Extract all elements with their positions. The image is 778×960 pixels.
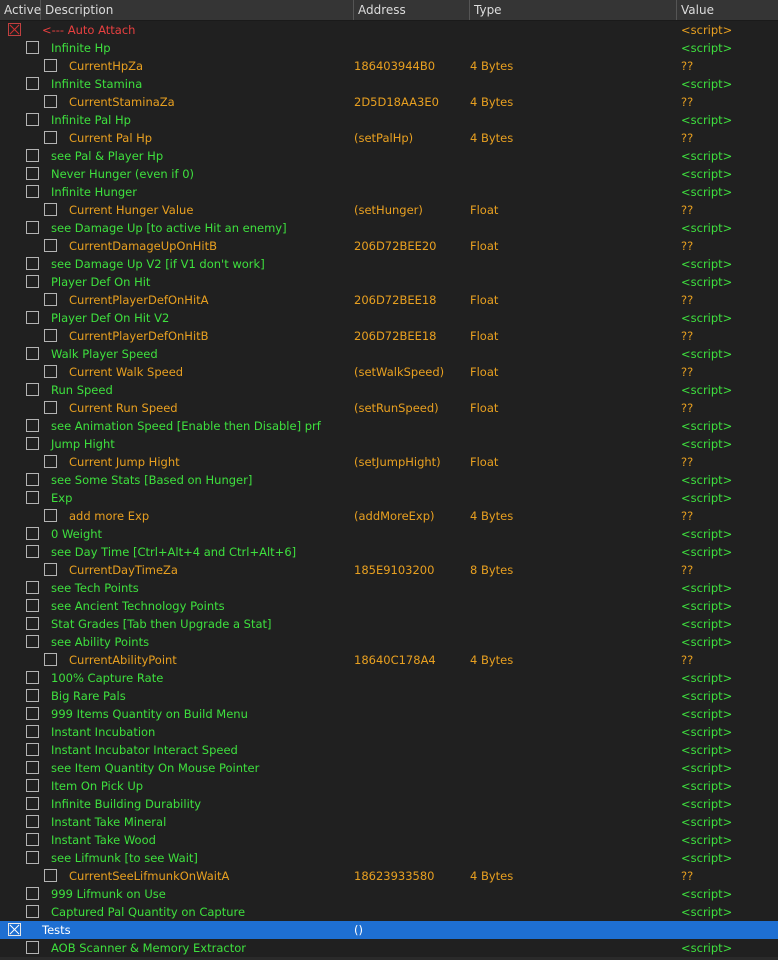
row-value: <script> xyxy=(681,779,733,793)
table-row-selected[interactable] xyxy=(0,921,778,939)
row-value: <script> xyxy=(681,311,733,325)
row-value: <script> xyxy=(681,887,733,901)
active-checkbox[interactable] xyxy=(26,545,39,558)
table-row[interactable] xyxy=(0,867,778,885)
row-address: (setJumpHight) xyxy=(354,455,441,469)
row-address: (setPalHp) xyxy=(354,131,414,145)
row-value: ?? xyxy=(681,329,694,343)
active-checkbox[interactable] xyxy=(26,797,39,810)
active-checkbox[interactable] xyxy=(26,167,39,180)
row-description: AOB Scanner & Memory Extractor xyxy=(51,941,246,955)
active-checkbox[interactable] xyxy=(26,113,39,126)
row-description: Infinite Pal Hp xyxy=(51,113,131,127)
row-description: Instant Take Wood xyxy=(51,833,156,847)
active-checkbox[interactable] xyxy=(26,473,39,486)
active-checkbox[interactable] xyxy=(26,599,39,612)
row-type: 4 Bytes xyxy=(470,59,514,73)
row-description: 999 Lifmunk on Use xyxy=(51,887,166,901)
row-address: 2D5D18AA3E0 xyxy=(354,95,439,109)
table-row[interactable] xyxy=(0,273,778,291)
active-checkbox[interactable] xyxy=(26,725,39,738)
row-value: <script> xyxy=(681,671,733,685)
table-row[interactable] xyxy=(0,543,778,561)
row-value: <script> xyxy=(681,437,733,451)
row-value: ?? xyxy=(681,239,694,253)
row-value: <script> xyxy=(681,527,733,541)
row-value: <script> xyxy=(681,905,733,919)
row-value: <script> xyxy=(681,23,733,37)
table-row[interactable] xyxy=(0,777,778,795)
row-description: CurrentStaminaZa xyxy=(69,95,175,109)
row-description: Never Hunger (even if 0) xyxy=(51,167,195,181)
table-row[interactable] xyxy=(0,345,778,363)
row-description: Stat Grades [Tab then Upgrade a Stat] xyxy=(51,617,272,631)
row-description: Current Pal Hp xyxy=(69,131,153,145)
active-checkbox[interactable] xyxy=(26,185,39,198)
row-value: ?? xyxy=(681,869,694,883)
active-checkbox[interactable] xyxy=(26,419,39,432)
row-value: <script> xyxy=(681,257,733,271)
active-checkbox[interactable] xyxy=(8,923,21,936)
active-checkbox[interactable] xyxy=(26,815,39,828)
row-value: <script> xyxy=(681,581,733,595)
table-row[interactable] xyxy=(0,417,778,435)
row-description: Current Hunger Value xyxy=(69,203,194,217)
row-description: CurrentDayTimeZa xyxy=(69,563,178,577)
row-address: 206D72BEE18 xyxy=(354,329,437,343)
table-row[interactable] xyxy=(0,525,778,543)
active-checkbox[interactable] xyxy=(26,887,39,900)
active-checkbox[interactable] xyxy=(26,581,39,594)
active-checkbox[interactable] xyxy=(26,149,39,162)
row-description: <--- Auto Attach xyxy=(42,23,136,37)
row-value: <script> xyxy=(681,491,733,505)
table-row[interactable] xyxy=(0,831,778,849)
table-row[interactable] xyxy=(0,93,778,111)
row-value: ?? xyxy=(681,131,694,145)
row-address: (setHunger) xyxy=(354,203,423,217)
row-address: (setWalkSpeed) xyxy=(354,365,445,379)
row-description: see Some Stats [Based on Hunger] xyxy=(51,473,253,487)
active-checkbox[interactable] xyxy=(44,95,57,108)
row-value: <script> xyxy=(681,167,733,181)
row-value: <script> xyxy=(681,941,733,955)
row-description: Current Jump Hight xyxy=(69,455,180,469)
row-description: see Tech Points xyxy=(51,581,139,595)
row-description: see Ability Points xyxy=(51,635,150,649)
table-row[interactable] xyxy=(0,471,778,489)
row-description: see Ancient Technology Points xyxy=(51,599,225,613)
row-address: (addMoreExp) xyxy=(354,509,435,523)
row-value: <script> xyxy=(681,635,733,649)
table-row[interactable] xyxy=(0,237,778,255)
active-checkbox[interactable] xyxy=(26,761,39,774)
active-checkbox[interactable] xyxy=(44,203,57,216)
row-value: <script> xyxy=(681,851,733,865)
table-row[interactable] xyxy=(0,435,778,453)
table-row[interactable] xyxy=(0,309,778,327)
row-description: see Lifmunk [to see Wait] xyxy=(51,851,198,865)
row-description: 999 Items Quantity on Build Menu xyxy=(51,707,248,721)
active-checkbox[interactable] xyxy=(26,689,39,702)
row-description: see Damage Up V2 [if V1 don't work] xyxy=(51,257,265,271)
table-row[interactable] xyxy=(0,705,778,723)
row-description: 0 Weight xyxy=(51,527,103,541)
row-value: ?? xyxy=(681,203,694,217)
row-type: Float xyxy=(470,239,499,253)
row-address: 18640C178A4 xyxy=(354,653,436,667)
active-checkbox[interactable] xyxy=(44,239,57,252)
row-address: 185E9103200 xyxy=(354,563,435,577)
row-description: add more Exp xyxy=(69,509,150,523)
row-description: CurrentPlayerDefOnHitA xyxy=(69,293,209,307)
row-value: ?? xyxy=(681,293,694,307)
row-value: <script> xyxy=(681,797,733,811)
row-type: 4 Bytes xyxy=(470,653,514,667)
table-row[interactable] xyxy=(0,633,778,651)
table-row[interactable] xyxy=(0,741,778,759)
active-checkbox[interactable] xyxy=(44,455,57,468)
active-checkbox[interactable] xyxy=(26,527,39,540)
row-description: Big Rare Pals xyxy=(51,689,126,703)
active-checkbox[interactable] xyxy=(44,329,57,342)
table-row[interactable] xyxy=(0,201,778,219)
active-checkbox[interactable] xyxy=(26,41,39,54)
row-description: Run Speed xyxy=(51,383,113,397)
row-value: <script> xyxy=(681,77,733,91)
row-description: Captured Pal Quantity on Capture xyxy=(51,905,246,919)
header-active[interactable]: Active xyxy=(0,0,41,20)
table-row[interactable] xyxy=(0,147,778,165)
row-value: <script> xyxy=(681,761,733,775)
active-checkbox[interactable] xyxy=(26,437,39,450)
row-description: see Damage Up [to active Hit an enemy] xyxy=(51,221,287,235)
row-value: <script> xyxy=(681,185,733,199)
table-row[interactable] xyxy=(0,615,778,633)
row-description: see Item Quantity On Mouse Pointer xyxy=(51,761,260,775)
row-address: (setRunSpeed) xyxy=(354,401,439,415)
active-checkbox[interactable] xyxy=(26,311,39,324)
row-value: <script> xyxy=(681,815,733,829)
row-description: CurrentDamageUpOnHitB xyxy=(69,239,218,253)
row-description: Instant Take Mineral xyxy=(51,815,167,829)
table-row[interactable] xyxy=(0,363,778,381)
active-checkbox[interactable] xyxy=(26,617,39,630)
row-value: <script> xyxy=(681,689,733,703)
row-description: Infinite Building Durability xyxy=(51,797,202,811)
row-value: ?? xyxy=(681,563,694,577)
table-row[interactable] xyxy=(0,759,778,777)
active-checkbox[interactable] xyxy=(44,869,57,882)
table-row[interactable] xyxy=(0,723,778,741)
row-value: <script> xyxy=(681,383,733,397)
row-value: <script> xyxy=(681,149,733,163)
table-row[interactable] xyxy=(0,507,778,525)
row-description: Walk Player Speed xyxy=(51,347,158,361)
table-row[interactable] xyxy=(0,255,778,273)
row-address: 206D72BEE20 xyxy=(354,239,437,253)
row-type: Float xyxy=(470,293,499,307)
table-row[interactable] xyxy=(0,165,778,183)
row-description: see Day Time [Ctrl+Alt+4 and Ctrl+Alt+6] xyxy=(51,545,297,559)
active-checkbox[interactable] xyxy=(44,563,57,576)
table-row[interactable] xyxy=(0,381,778,399)
table-row[interactable] xyxy=(0,669,778,687)
row-description: Player Def On Hit xyxy=(51,275,151,289)
row-value: <script> xyxy=(681,599,733,613)
cheat-table xyxy=(0,21,778,957)
active-checkbox[interactable] xyxy=(26,671,39,684)
active-checkbox[interactable] xyxy=(26,941,39,954)
table-row[interactable] xyxy=(0,849,778,867)
table-row[interactable] xyxy=(0,687,778,705)
active-checkbox[interactable] xyxy=(26,833,39,846)
row-value: <script> xyxy=(681,617,733,631)
row-value: <script> xyxy=(681,743,733,757)
row-value: <script> xyxy=(681,473,733,487)
row-address: 186403944B0 xyxy=(354,59,436,73)
row-value: <script> xyxy=(681,545,733,559)
active-checkbox[interactable] xyxy=(26,275,39,288)
row-description: CurrentSeeLifmunkOnWaitA xyxy=(69,869,230,883)
row-description: Tests xyxy=(42,923,71,937)
row-value: <script> xyxy=(681,347,733,361)
table-row[interactable] xyxy=(0,885,778,903)
table-row[interactable] xyxy=(0,939,778,957)
row-value: <script> xyxy=(681,221,733,235)
active-checkbox[interactable] xyxy=(8,23,21,36)
table-row[interactable] xyxy=(0,813,778,831)
row-type: 4 Bytes xyxy=(470,131,514,145)
row-description: Instant Incubator Interact Speed xyxy=(51,743,238,757)
row-description: Jump Hight xyxy=(51,437,115,451)
row-value: ?? xyxy=(681,95,694,109)
row-value: <script> xyxy=(681,725,733,739)
row-description: Infinite Hp xyxy=(51,41,111,55)
table-row[interactable] xyxy=(0,903,778,921)
row-value: <script> xyxy=(681,275,733,289)
row-type: Float xyxy=(470,365,499,379)
row-type: Float xyxy=(470,401,499,415)
header-value[interactable]: Value xyxy=(681,3,714,17)
row-value: ?? xyxy=(681,401,694,415)
table-row[interactable] xyxy=(0,651,778,669)
active-checkbox[interactable] xyxy=(26,491,39,504)
table-row[interactable] xyxy=(0,597,778,615)
table-row[interactable] xyxy=(0,129,778,147)
active-checkbox[interactable] xyxy=(44,653,57,666)
row-description: see Pal & Player Hp xyxy=(51,149,164,163)
table-row[interactable] xyxy=(0,75,778,93)
row-type: Float xyxy=(470,203,499,217)
active-checkbox[interactable] xyxy=(44,365,57,378)
active-checkbox[interactable] xyxy=(44,293,57,306)
table-row[interactable] xyxy=(0,399,778,417)
table-row[interactable] xyxy=(0,453,778,471)
active-checkbox[interactable] xyxy=(26,635,39,648)
row-description: Infinite Hunger xyxy=(51,185,137,199)
row-description: see Animation Speed [Enable then Disable] prf xyxy=(51,419,321,433)
active-checkbox[interactable] xyxy=(44,59,57,72)
row-value: <script> xyxy=(681,419,733,433)
header-description[interactable]: Description xyxy=(41,0,354,20)
row-type: 4 Bytes xyxy=(470,95,514,109)
row-description: Current Run Speed xyxy=(69,401,178,415)
row-description: Item On Pick Up xyxy=(51,779,144,793)
table-row[interactable] xyxy=(0,111,778,129)
active-checkbox[interactable] xyxy=(26,257,39,270)
table-row[interactable] xyxy=(0,579,778,597)
active-checkbox[interactable] xyxy=(26,743,39,756)
active-checkbox[interactable] xyxy=(26,77,39,90)
column-header xyxy=(0,0,778,21)
row-type: Float xyxy=(470,329,499,343)
row-value: ?? xyxy=(681,509,694,523)
table-row[interactable] xyxy=(0,39,778,57)
table-row[interactable] xyxy=(0,489,778,507)
active-checkbox[interactable] xyxy=(44,509,57,522)
table-row[interactable] xyxy=(0,795,778,813)
active-checkbox[interactable] xyxy=(44,131,57,144)
row-description: Infinite Stamina xyxy=(51,77,143,91)
table-row[interactable] xyxy=(0,183,778,201)
active-checkbox[interactable] xyxy=(26,221,39,234)
row-description: CurrentPlayerDefOnHitB xyxy=(69,329,209,343)
row-description: CurrentHpZa xyxy=(69,59,144,73)
table-row[interactable] xyxy=(0,21,778,39)
active-checkbox[interactable] xyxy=(26,383,39,396)
row-value: <script> xyxy=(681,113,733,127)
active-checkbox[interactable] xyxy=(26,851,39,864)
row-address: 206D72BEE18 xyxy=(354,293,437,307)
row-value: <script> xyxy=(681,707,733,721)
active-checkbox[interactable] xyxy=(44,401,57,414)
row-description: Player Def On Hit V2 xyxy=(51,311,170,325)
row-type: 4 Bytes xyxy=(470,869,514,883)
table-row[interactable] xyxy=(0,327,778,345)
active-checkbox[interactable] xyxy=(26,779,39,792)
row-address: () xyxy=(354,923,363,937)
row-value: ?? xyxy=(681,59,694,73)
row-value: ?? xyxy=(681,653,694,667)
table-row[interactable] xyxy=(0,219,778,237)
table-row[interactable] xyxy=(0,57,778,75)
active-checkbox[interactable] xyxy=(26,905,39,918)
row-description: Instant Incubation xyxy=(51,725,156,739)
header-address[interactable]: Address xyxy=(354,0,470,20)
header-type[interactable]: Type xyxy=(470,0,677,20)
row-type: 4 Bytes xyxy=(470,509,514,523)
table-row[interactable] xyxy=(0,561,778,579)
row-description: Exp xyxy=(51,491,73,505)
row-description: 100% Capture Rate xyxy=(51,671,164,685)
row-description: CurrentAbilityPoint xyxy=(69,653,177,667)
table-row[interactable] xyxy=(0,291,778,309)
row-type: Float xyxy=(470,455,499,469)
row-value: <script> xyxy=(681,833,733,847)
row-value: ?? xyxy=(681,365,694,379)
active-checkbox[interactable] xyxy=(26,347,39,360)
row-address: 18623933580 xyxy=(354,869,435,883)
active-checkbox[interactable] xyxy=(26,707,39,720)
row-type: 8 Bytes xyxy=(470,563,514,577)
row-value: <script> xyxy=(681,41,733,55)
row-description: Current Walk Speed xyxy=(69,365,184,379)
row-value: ?? xyxy=(681,455,694,469)
